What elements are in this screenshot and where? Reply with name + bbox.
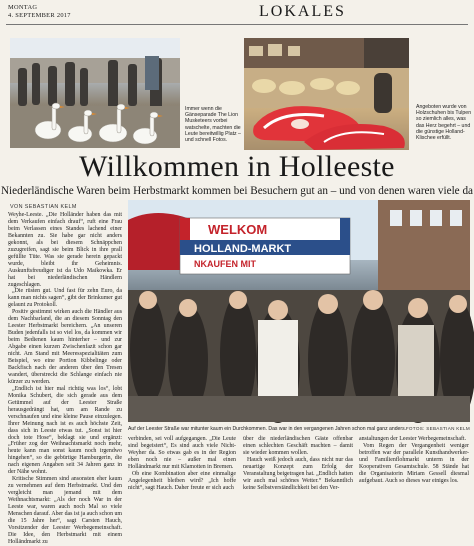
banner-holland-markt: HOLLAND-MARKT <box>194 243 292 255</box>
article-column-1 <box>8 212 123 545</box>
photo-main-caption <box>128 426 470 432</box>
headline: Willkommen in Holleeste <box>79 150 395 183</box>
crowd-photo-art <box>128 200 470 422</box>
paragraph: Vom Regen der Vergangenheit weniger betroffen war der parallele Kunsthandwerker- und Familienflohmarkt unterm in der Kooperativen Gesamtschule. 58 Stände hat die Organisatorin Miriam Gessell diesmal aufgebaut. Auch so dieses war einiges los. <box>359 442 469 484</box>
paragraph: Kritische Stimmen sind ansonsten eher kaum zu vernehmen auf dem Herbstmarkt. Und den vergleicht man jemand mit dem Weihnachtsmarkt: „Als der noch War in der Leeste war, waren auch noch Mal so viele Menschen darauf. Aber das ist ja auch schon um die 15 Jahre her“, sagt Carsten Hauch, Vorsitzender der Leester Werbegemeinschaft. Die Idee, den Herbstmarkt mit einem Holländmarkt zu <box>8 476 123 545</box>
photo-credit: FOTOS: SEBASTIAN KELM <box>405 426 470 431</box>
paragraph: anstaltungen der Leester Werbegemeinschaft. <box>359 436 467 442</box>
header-rule <box>6 24 468 25</box>
photo-right-caption: Angeboten wurde von Holzschuhen bis Tulpen so ziemlich alles, was das Herz begehrt – und die günstige Holland-Klischee erfüllt. <box>416 104 472 142</box>
dateline-weekday: MONTAG <box>8 4 38 11</box>
geese-photo-art <box>10 38 180 148</box>
article-column-4 <box>359 436 469 492</box>
paragraph: „Die rüsten gut. Und fast für zehn Euro, da kann man nichts sagen“, gibt der Brinkumer gut gelaunt zu Protokoll. <box>8 288 122 309</box>
dateline <box>8 4 71 19</box>
paragraph: „Endlich ist hier mal richtig was los“, lobt Monika Schubert, die sich gerade aus dem Getümmel auf der Leester Straße herausgedrängt hat, um am Rande zu verschnaufen und eine kleine Pause einzulegen. Ihrer Meinung nach ist es auch höchste Zeit, dass sich in Leeste etwas tut. „Sonst ist hier doch tote Hose“, beklagt sie und ergänzt: „Früher zog der Weihnachtsmarkt noch mehr, heute kann man sonst kaum noch irgendwo hingehen“, so die gebürtige Hamburgerin, die nach eigenen Angaben seit 34 Jahren ganz in der Nähe wohnt. <box>8 385 122 476</box>
paragraph: über die niederländischen Gäste offenbar einen schlechten Geschäft machten – damit sie wieder kommen wollen. <box>243 436 353 456</box>
paragraph: verbinden, sei voll aufgegangen. „Die Leute sind begeistert“, Es sind auch viele Nicht-Weyher da. So etwas gab es in der Region eben noch nie – außer mal einen Holländmarkt nur mit Klamotten in Bremen. <box>128 436 236 470</box>
photo-left-caption: Immer wenn die Gänseparade The Lion Musketeers vorbei watschelte, machten die Leute bereitwillig Platz – und schnell Fotos. <box>185 106 241 144</box>
photo-market-stall <box>244 38 409 150</box>
photo-street-crowd <box>128 200 470 422</box>
banner-welkom: WELKOM <box>208 222 268 237</box>
paragraph: Hauch weiß jedoch auch, dass nicht nur das neuartige Konzept zum Erfolg der Veranstaltung beigetragen hat. „Endlich hatten wir auch mal schönes Wetter.“ Bekanntlich keine Selbstverständlichkeit bei den Ver- <box>243 456 353 491</box>
paragraph: Ob eine Kombination aber eine einmalige Angelegenheit bleiben wird? „Ich hoffe nicht“, sagt Hauch. Daher freute er sich auch <box>128 470 236 491</box>
article-column-3 <box>243 436 353 492</box>
stall-photo-art <box>244 38 409 150</box>
article-column-2 <box>128 436 236 492</box>
caption-text: Auf der Leester Straße war mitunter kaum ein Durchkommen. Das war in den vergangenen Jahren schon mal ganz anders. <box>128 426 407 432</box>
byline: VON SEBASTIAN KELM <box>10 204 77 210</box>
dateline-date: 4. SEPTEMBER 2017 <box>8 11 71 19</box>
photo-geese-parade <box>10 38 180 148</box>
paragraph: Positiv gestimmt wirken auch die Händler aus dem Nachbarland, die an diesem Sonntag den Leester Herbstmarkt bereichern. „An unseren Buden jedenfalls ist so viel los, da kommen wir beim Bedienen kaum hinterher – und zur Abgabe einen kurzen Zwischenfazit schon gar nicht. Am Stand mit Meeresspezialitäten zum Beispiel, wo eine Portion Kibbelinge oder Backfisch nach der anderen über den Tresen wandert, überstreckt die Schlange einfach nie kürzer zu werden. <box>8 309 122 385</box>
banner-kaufen: NKAUFEN MIT <box>194 259 256 269</box>
paragraph: Weyhe-Leeste. „Die Holländer haben das mit dem Verkaufen einfach drauf“, ruft eine Frau beim Verlassen eines Standes lachend einer Bekannten zu. Sie habe gar nicht anders gekonnt, als bei diesem Schnäppchen zuzugreifen, sagt sie beim Blick in ihre prall gefüllte Tüte. Was sie gerade herein gepackt wurde, bleibt ihr Geheimnis. Auskunftsfreudiger ist da Udo Maikowka. Er hat bei niederländischen Händlern zugeschlagen. <box>8 212 122 288</box>
section-title: LOKALES <box>259 3 346 20</box>
market-banner <box>180 218 350 274</box>
subheadline: Niederländische Waren beim Herbstmarkt kommen bei Besuchern gut an – und von denen waren viele da <box>0 185 474 197</box>
